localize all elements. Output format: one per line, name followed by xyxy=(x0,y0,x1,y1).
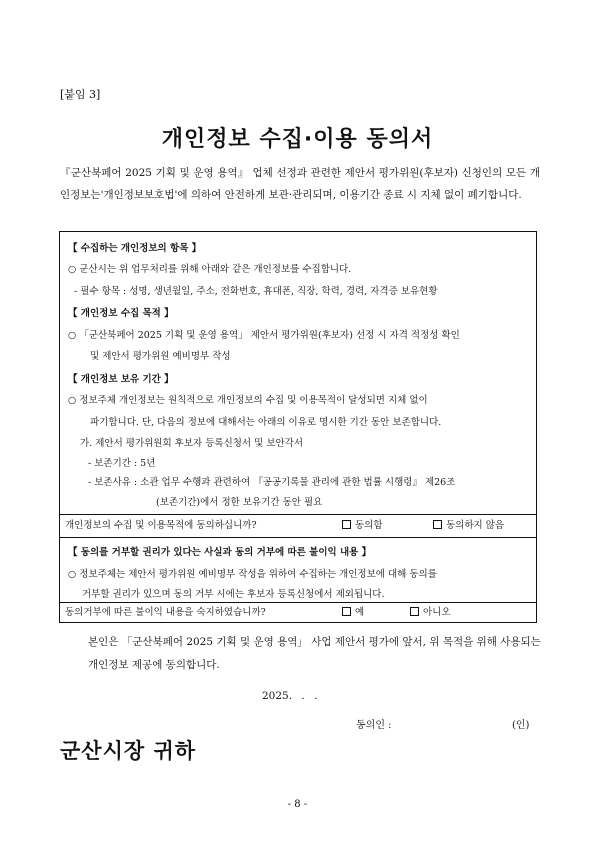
yes-checkbox[interactable] xyxy=(342,606,364,620)
section-items-line: ○ 군산시는 위 업무처리를 위해 아래와 같은 개인정보를 수집합니다. xyxy=(68,264,352,275)
section-retention-line: - 보존기간 : 5년 xyxy=(88,458,156,469)
disagree-checkbox[interactable] xyxy=(433,519,504,533)
question-acknowledge-row xyxy=(60,602,536,623)
section-retention-header: 【 개인정보 보유 기간 】 xyxy=(68,374,174,385)
agree-checkbox[interactable] xyxy=(342,519,383,533)
section-retention-line: 가. 제안서 평가위원회 후보자 등록신청서 및 보안각서 xyxy=(80,438,304,449)
intro-paragraph: 『군산북페어 2025 기획 및 운영 용역』 업체 선정과 관련한 제안서 평가위원(후보자) 신청인의 모든 개인정보는'개인정보보호법'에 의하여 안전하게 보관·관리되며, 이용기간 종료 시 지체 없이 폐기합니다. xyxy=(60,167,540,201)
disagree-label: 동의하지 않음 xyxy=(446,520,505,531)
section-items-line: - 필수 항목 : 성명, 생년월일, 주소, 전화번호, 휴대폰, 직장, 학력, 경력, 자격증 보유현황 xyxy=(74,286,438,297)
section-retention-line: ○ 정보주체 개인정보는 원칙적으로 개인정보의 수집 및 이용목적이 달성되면 지체 없이 xyxy=(68,395,428,406)
section-refusal-line: ○ 정보주체는 제안서 평가위원 예비명부 작성을 위하여 수집하는 개인정보에 대해 동의를 xyxy=(68,569,437,580)
section-retention-line: (보존기간)에서 정한 보유기간 동안 필요 xyxy=(156,497,323,508)
section-retention-line: 파기합니다. 단, 다음의 정보에 대해서는 아래의 이유로 명시한 기간 동안 보존합니다. xyxy=(90,417,442,428)
recipient: 군산시장 귀하 xyxy=(60,739,197,763)
yes-label: 예 xyxy=(355,607,365,618)
question-acknowledge-text: 동의거부에 따른 불이익 내용을 숙지하였습니까? xyxy=(65,607,266,618)
section-purpose-line: 및 제안서 평가위원 예비명부 작성 xyxy=(90,351,231,362)
section-retention-line: - 보존사유 : 소관 업무 수행과 관련하여 『공공기록물 관리에 관한 법률 시행령』 제26조 xyxy=(88,477,456,488)
section-purpose-header: 【 개인정보 수집 목적 】 xyxy=(68,308,174,319)
agree-label: 동의함 xyxy=(355,520,383,531)
seal-mark: (인) xyxy=(512,720,530,731)
no-label: 아니오 xyxy=(423,607,451,618)
signer-label: 동의인 : xyxy=(356,720,392,731)
question-agree-text: 개인정보의 수집 및 이용목적에 동의하십니까? xyxy=(65,520,257,531)
section-refusal-line: 거부할 권리가 있으며 동의 거부 시에는 후보자 등록신청에서 제외됩니다. xyxy=(82,589,385,600)
page-number: - 8 - xyxy=(287,799,308,810)
checkbox-icon xyxy=(342,607,351,616)
section-purpose-line: ○ 「군산북페어 2025 기획 및 운영 용역」 제안서 평가위원(후보자) 선정 시 자격 적정성 확인 xyxy=(68,330,460,341)
no-checkbox[interactable] xyxy=(410,606,451,620)
date-field: 2025. . . xyxy=(262,690,318,702)
checkbox-icon xyxy=(342,520,351,529)
document-title: 개인정보 수집·이용 동의서 xyxy=(161,127,434,152)
question-agree-row xyxy=(60,514,536,538)
section-items-header: 【 수집하는 개인정보의 항목 】 xyxy=(68,243,202,254)
consent-statement: 본인은 「군산북페어 2025 기획 및 운영 용역」 사업 제안서 평가에 앞서, 위 목적을 위해 사용되는 개인정보 제공에 동의합니다. xyxy=(88,636,541,671)
consent-form-box xyxy=(59,231,537,623)
attachment-label: [붙임 3] xyxy=(60,88,101,101)
checkbox-icon xyxy=(410,607,419,616)
checkbox-icon xyxy=(433,520,442,529)
section-refusal-header: 【 동의를 거부할 권리가 있다는 사실과 동의 거부에 따른 불이익 내용 】 xyxy=(68,547,372,558)
